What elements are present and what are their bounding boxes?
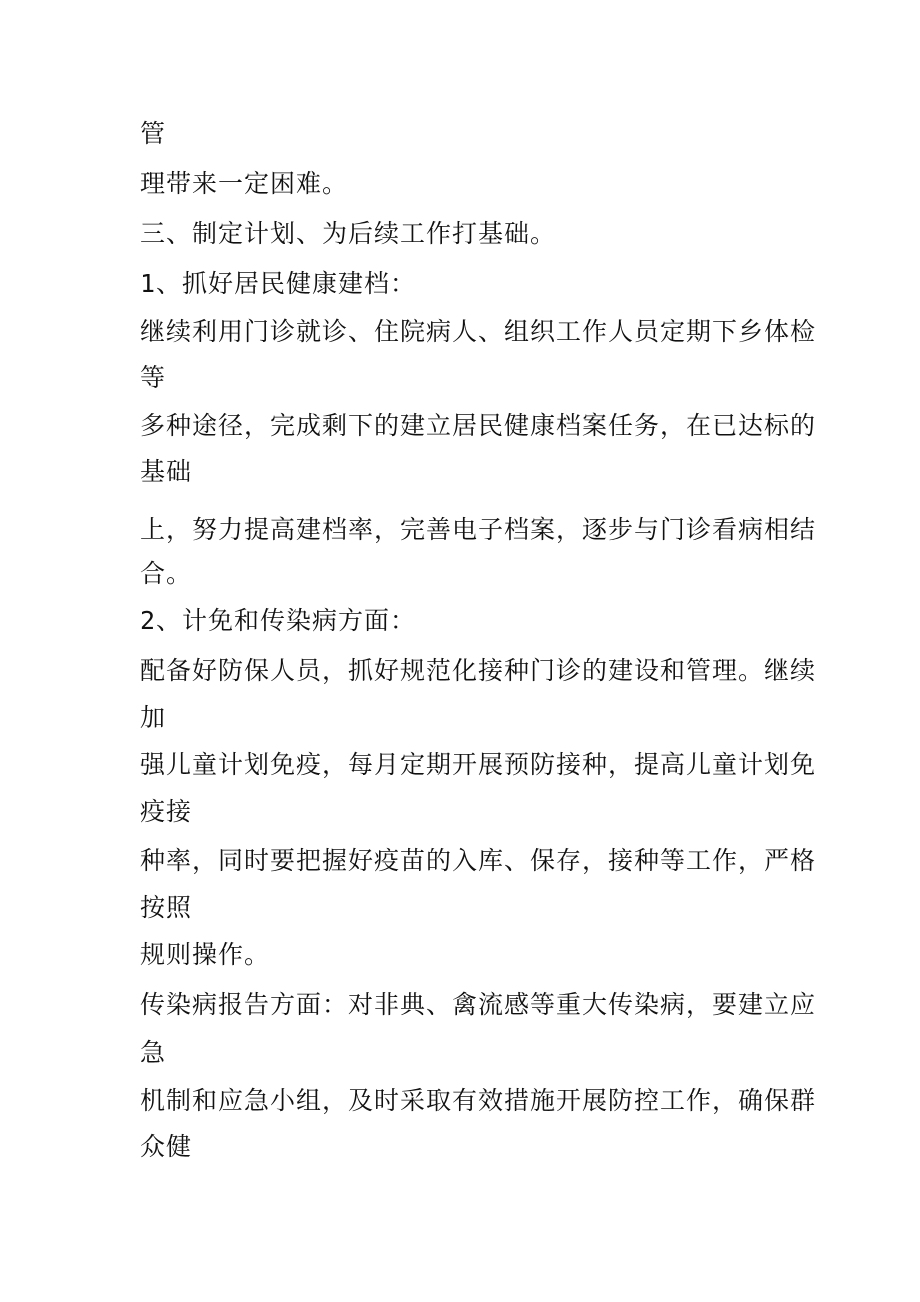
- text-line: 规则操作。: [140, 940, 271, 969]
- text-line: 强儿童计划免疫，每月定期开展预防接种，提高儿童计划免: [140, 750, 817, 779]
- text-line: 疫接: [140, 797, 193, 826]
- subsection-heading: 2、计免和传染病方面：: [140, 606, 417, 635]
- text-line: 急: [140, 1038, 167, 1067]
- text-line: 管: [140, 119, 167, 148]
- subsection-heading: 1、抓好居民健康建档：: [140, 269, 417, 298]
- text-line: 传染病报告方面：对非典、禽流感等重大传染病，要建立应: [140, 990, 817, 1019]
- text-line: 合。: [140, 559, 193, 588]
- text-line: 加: [140, 703, 167, 732]
- text-line: 机制和应急小组，及时采取有效措施开展防控工作，确保群: [140, 1086, 817, 1115]
- text-line: 基础: [140, 457, 193, 486]
- text-line: 按照: [140, 893, 193, 922]
- text-line: 多种途径，完成剩下的建立居民健康档案任务，在已达标的: [140, 411, 817, 440]
- text-line: 上，努力提高建档率，完善电子档案，逐步与门诊看病相结: [140, 515, 817, 544]
- text-line: 等: [140, 363, 167, 392]
- text-line: 继续利用门诊就诊、住院病人、组织工作人员定期下乡体检: [140, 317, 817, 346]
- text-line: 配备好防保人员，抓好规范化接种门诊的建设和管理。继续: [140, 656, 817, 685]
- text-line: 种率，同时要把握好疫苗的入库、保存，接种等工作，严格: [140, 846, 817, 875]
- text-line: 众健: [140, 1132, 193, 1161]
- text-line: 理带来一定困难。: [140, 169, 349, 198]
- section-heading: 三、制定计划、为后续工作打基础。: [140, 219, 557, 248]
